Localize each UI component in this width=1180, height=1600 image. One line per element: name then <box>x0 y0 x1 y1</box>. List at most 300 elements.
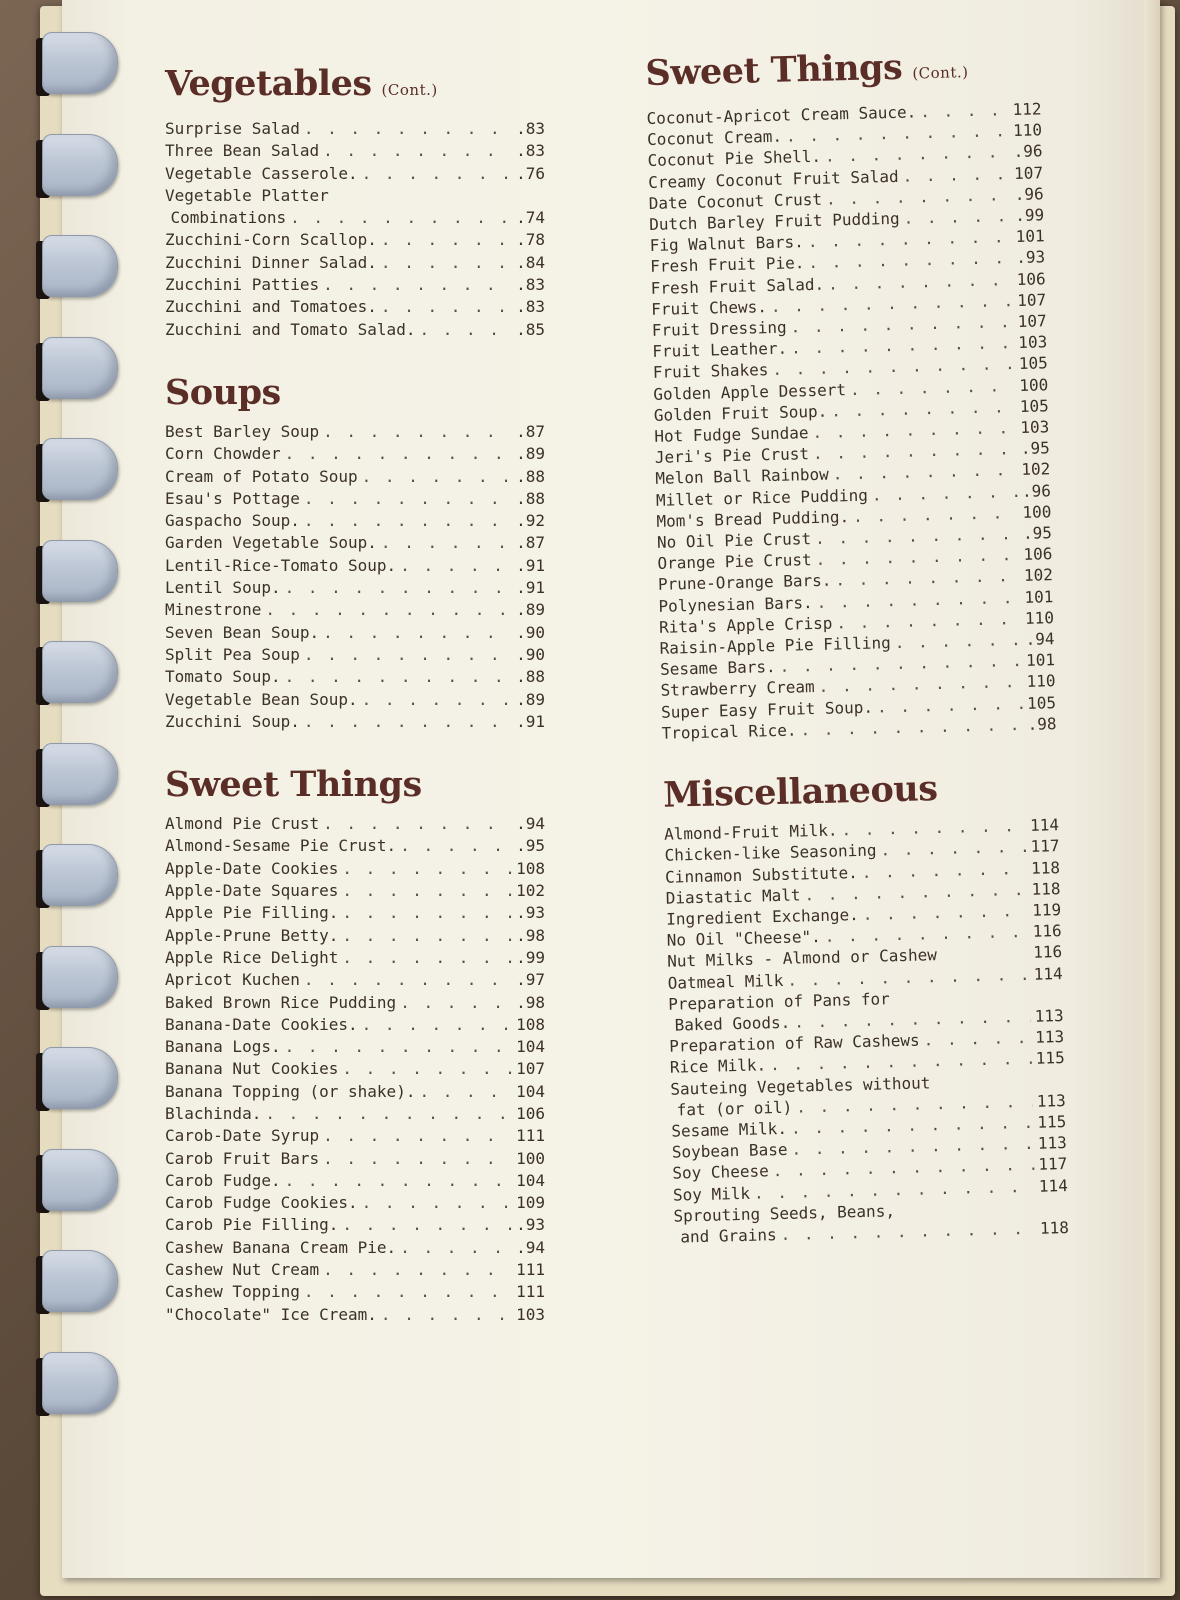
continued-label: (Cont.) <box>381 81 438 99</box>
entry-name: Creamy Coconut Fruit Salad <box>647 166 899 192</box>
entry-page-number: 105 <box>1019 396 1049 416</box>
binding-coil <box>28 538 124 610</box>
entry-name: Vegetable Casserole. <box>165 163 358 183</box>
index-entry <box>165 1058 545 1080</box>
entry-name: Zucchini Patties <box>165 275 320 295</box>
entry-page-number: .97 <box>516 970 545 990</box>
entry-name: Melon Ball Rainbow <box>655 465 830 489</box>
dot-leader <box>342 1214 512 1236</box>
entry-page-number: .99 <box>516 947 545 967</box>
section-title: Sweet Things <box>645 46 903 94</box>
index-entry <box>165 622 545 644</box>
entry-name: Zucchini Soup. <box>165 711 300 731</box>
entry-name: Millet or Rice Pudding <box>655 485 869 510</box>
entry-page-number: .94 <box>516 1237 545 1257</box>
entry-name: Rice Milk. <box>669 1055 767 1078</box>
section-title: Sweet Things <box>165 764 422 806</box>
index-entry <box>165 1281 545 1303</box>
entry-page-number: 110 <box>1024 608 1055 628</box>
entry-name: Almond-Sesame Pie Crust. <box>165 836 397 856</box>
entry-page-number: .85 <box>516 319 545 339</box>
dot-leader <box>342 1058 512 1080</box>
entry-name: Fresh Fruit Salad. <box>650 274 825 298</box>
entry-page-number: 118 <box>1030 857 1061 878</box>
index-entry <box>165 858 545 880</box>
dot-leader <box>265 1103 512 1125</box>
dot-leader <box>400 835 512 857</box>
entry-page-number: .90 <box>516 622 545 642</box>
entry-name: "Chocolate" Ice Cream. <box>165 1304 377 1324</box>
entry-name: Oatmeal Milk <box>667 970 784 993</box>
entry-page-number: 108 <box>516 1014 545 1034</box>
entry-name: Apple Rice Delight <box>165 947 339 967</box>
entry-name: Preparation of Pans for <box>668 989 890 1014</box>
dot-leader <box>304 510 512 532</box>
entry-name: Lentil-Rice-Tomato Soup. <box>165 555 397 575</box>
index-entry <box>165 1237 545 1259</box>
entry-page-number: 114 <box>1033 963 1063 984</box>
index-entry <box>165 1214 545 1236</box>
dot-leader <box>381 1304 512 1326</box>
entry-page-number: .93 <box>1016 247 1046 268</box>
entry-page-number: 101 <box>1025 650 1056 671</box>
entry-page-number: 112 <box>1012 99 1042 120</box>
dot-leader <box>381 532 512 554</box>
entry-name: fat (or oil) <box>676 1097 793 1120</box>
entry-name: Polynesian Bars. <box>658 592 813 616</box>
entry-page-number: 114 <box>1029 815 1060 835</box>
entry-page-number: .87 <box>516 533 545 553</box>
entry-page-number: .95 <box>516 836 545 856</box>
entry-page-number: .99 <box>1014 205 1045 226</box>
dot-leader <box>265 599 512 621</box>
dot-leader <box>304 644 512 666</box>
entry-page-number: .92 <box>516 511 545 531</box>
entry-name: Esau's Pottage <box>165 488 300 508</box>
entry-name: Sprouting Seeds, Beans, <box>673 1200 896 1226</box>
entry-page-number: .93 <box>516 903 545 923</box>
entry-page-number: .83 <box>516 297 545 317</box>
entry-page-number: 113 <box>1037 1133 1068 1153</box>
left-column <box>165 62 545 1356</box>
entry-name: Tomato Soup. <box>165 667 281 687</box>
entry-name: Date Coconut Crust <box>648 189 823 213</box>
index-entry <box>165 140 545 162</box>
entry-name: Apricot Kuchen <box>165 970 300 990</box>
entry-name: Almond Pie Crust <box>165 814 320 834</box>
section-heading <box>663 764 1059 818</box>
index-entry <box>165 555 545 577</box>
entry-name: Coconut Pie Shell. <box>647 147 822 171</box>
entry-page-number: 115 <box>1037 1111 1067 1132</box>
dot-leader <box>381 229 512 251</box>
index-entry <box>165 925 545 947</box>
binding-coil <box>28 132 124 204</box>
entry-name: Vegetable Platter <box>165 185 329 205</box>
entry-name: Soy Cheese <box>672 1161 769 1184</box>
entry-name: Raisin-Apple Pie Filling <box>659 633 891 658</box>
coil-ring <box>42 32 118 94</box>
entry-name: Banana Logs. <box>165 1037 281 1057</box>
entry-page-number: 102 <box>1023 565 1054 586</box>
entry-name: Fruit Shakes <box>652 360 769 383</box>
coil-ring <box>42 1250 118 1312</box>
entry-page-number: 100 <box>516 1148 545 1168</box>
section-heading <box>165 62 545 112</box>
entry-name: Fig Walnut Bars. <box>649 232 805 256</box>
entry-page-number: .91 <box>516 578 545 598</box>
entry-name: No Oil "Cheese". <box>666 927 822 950</box>
entry-name: Apple-Date Squares <box>165 881 339 901</box>
dot-leader <box>285 666 513 688</box>
entry-page-number: .88 <box>516 466 545 486</box>
dot-leader <box>923 1027 1031 1051</box>
entry-page-number: .88 <box>516 667 545 687</box>
dot-leader <box>304 118 512 140</box>
entry-name: Fruit Chews. <box>651 296 768 319</box>
coil-ring <box>42 641 118 703</box>
entry-page-number: .90 <box>516 644 545 664</box>
coil-ring <box>42 438 118 500</box>
entry-page-number: 103 <box>1020 417 1050 437</box>
coil-ring <box>42 743 118 805</box>
dot-leader <box>381 252 512 274</box>
entry-name: Coconut Cream. <box>646 126 783 150</box>
entry-name: Tropical Rice. <box>661 720 797 743</box>
dot-leader <box>903 205 1011 229</box>
entry-page-number: .96 <box>1014 184 1044 204</box>
entry-page-number: 109 <box>516 1193 545 1213</box>
entry-name: Minestrone <box>165 600 262 620</box>
dot-leader <box>342 880 512 902</box>
entry-page-number: 115 <box>1035 1048 1065 1069</box>
entry-page-number: 117 <box>1038 1154 1068 1175</box>
index-entry <box>165 488 545 510</box>
index-entry <box>165 1081 545 1103</box>
entry-page-number: .94 <box>1025 629 1055 649</box>
entry-name: Strawberry Cream <box>660 677 815 701</box>
entry-name: Cashew Banana Cream Pie. <box>165 1237 397 1257</box>
entry-page-number: 118 <box>1031 878 1061 899</box>
index-entry <box>165 1103 545 1125</box>
binding-coil <box>28 1350 124 1422</box>
index-entry <box>165 532 545 554</box>
entry-name: Apple Pie Filling. <box>165 903 339 923</box>
entry-page-number: 105 <box>1018 353 1048 374</box>
binding-coil <box>28 1045 124 1117</box>
index-entry <box>165 577 545 599</box>
binding-coil <box>28 30 124 102</box>
index-entry <box>165 599 545 621</box>
entry-page-number: 104 <box>516 1081 545 1101</box>
entry-name: Ingredient Exchange. <box>665 904 860 929</box>
binding-coil <box>28 1147 124 1219</box>
entry-page-number: 102 <box>516 881 545 901</box>
dot-leader <box>920 99 1009 122</box>
entry-name: Golden Fruit Soup. <box>653 401 828 425</box>
index-entry <box>165 666 545 688</box>
section-title: Vegetables <box>165 63 372 104</box>
index-entry <box>165 207 545 229</box>
binding-coil <box>28 1248 124 1320</box>
binding-coil <box>28 944 124 1016</box>
index-entry <box>165 835 545 857</box>
entry-page-number: .89 <box>516 444 545 464</box>
index-entry <box>165 421 545 443</box>
entry-page-number: 111 <box>516 1282 545 1302</box>
entry-name: Orange Pie Crust <box>657 550 812 574</box>
entry-page-number: .94 <box>516 814 545 834</box>
dot-leader <box>419 1081 512 1103</box>
entry-page-number: 107 <box>1017 311 1047 332</box>
entry-name: Cashew Nut Cream <box>165 1260 320 1280</box>
dot-leader <box>304 969 512 991</box>
entry-name: Gaspacho Soup. <box>165 511 300 531</box>
entry-page-number: .76 <box>516 163 545 183</box>
entry-name: Carob-Date Syrup <box>165 1126 320 1146</box>
coil-ring <box>42 844 118 906</box>
dot-leader <box>323 140 512 162</box>
index-section <box>165 763 545 1326</box>
continued-label: (Cont.) <box>912 63 969 83</box>
entry-page-number: 114 <box>1038 1175 1069 1196</box>
index-entry <box>165 510 545 532</box>
dot-leader <box>285 577 513 599</box>
dot-leader <box>362 466 512 488</box>
entry-name: Coconut-Apricot Cream Sauce. <box>646 102 917 128</box>
entry-page-number: 101 <box>1015 226 1045 247</box>
entry-name: Lentil Soup. <box>165 578 281 598</box>
entry-name: Zucchini-Corn Scallop. <box>165 230 377 250</box>
index-entry <box>165 1192 545 1214</box>
entry-name: Fresh Fruit Pie. <box>650 253 805 277</box>
entry-page-number: 100 <box>1022 502 1052 522</box>
index-entry <box>165 319 545 341</box>
dot-leader <box>400 555 512 577</box>
index-entry <box>165 1148 545 1170</box>
index-entry <box>165 969 545 991</box>
dot-leader <box>800 714 1024 741</box>
entry-name: Preparation of Raw Cashews <box>669 1030 920 1056</box>
coil-ring <box>42 540 118 602</box>
index-entry <box>165 992 545 1014</box>
entry-page-number: .93 <box>516 1215 545 1235</box>
binding-coil <box>28 335 124 407</box>
page-edge <box>1144 0 1160 1578</box>
index-entry <box>165 252 545 274</box>
entry-name: Fruit Dressing <box>651 317 787 340</box>
entry-page-number: 106 <box>1023 544 1053 565</box>
entry-page-number: .98 <box>516 925 545 945</box>
index-entry <box>165 296 545 318</box>
entry-page-number: 107 <box>1013 162 1044 183</box>
entry-page-number: .78 <box>516 230 545 250</box>
dot-leader <box>362 1014 512 1036</box>
entry-page-number: 102 <box>1021 459 1051 480</box>
entry-page-number: .83 <box>516 119 545 138</box>
entry-page-number: 106 <box>516 1103 545 1123</box>
entry-name: Soy Milk <box>672 1183 751 1205</box>
dot-leader <box>902 163 1010 187</box>
index-section <box>645 42 1057 744</box>
dot-leader <box>304 711 512 733</box>
entry-name: Combinations <box>170 208 287 228</box>
index-section <box>663 764 1069 1248</box>
index-entry <box>165 274 545 296</box>
dot-leader <box>323 1148 512 1170</box>
entry-page-number: 116 <box>1032 942 1063 963</box>
index-section <box>165 62 545 341</box>
entry-page-number: 113 <box>1035 1027 1065 1047</box>
index-entry <box>165 118 545 140</box>
entry-page-number: 117 <box>1030 836 1060 857</box>
dot-leader <box>285 1036 513 1058</box>
entry-name: Banana Nut Cookies <box>165 1059 339 1079</box>
section-heading <box>165 371 545 415</box>
coil-ring <box>42 235 118 297</box>
dot-leader <box>362 1192 512 1214</box>
entry-name: Mom's Bread Pudding. <box>656 507 850 531</box>
entry-name: and Grains <box>680 1225 777 1247</box>
index-entry <box>165 689 545 711</box>
dot-leader <box>304 1281 512 1303</box>
entry-page-number: 108 <box>516 858 545 878</box>
index-entry <box>165 229 545 251</box>
binding-coil <box>28 639 124 711</box>
entry-name: Almond-Fruit Milk. <box>663 820 838 844</box>
entry-page-number: .98 <box>1027 714 1057 734</box>
section-title: Soups <box>165 371 281 413</box>
entry-name: Super Easy Fruit Soup. <box>660 697 874 722</box>
entry-name: Banana-Date Cookies. <box>165 1014 358 1034</box>
entry-name: Carob Pie Filling. <box>165 1215 339 1235</box>
index-entry <box>165 163 545 185</box>
section-heading <box>165 763 545 807</box>
entry-page-number: .87 <box>516 421 545 441</box>
entry-name: Nut Milks - Almond or Cashew <box>666 945 938 972</box>
entry-page-number: 106 <box>1016 268 1046 289</box>
entry-name: Golden Apple Dessert <box>653 379 847 404</box>
dot-leader <box>342 925 512 947</box>
index-entry <box>165 947 545 969</box>
binding-coil <box>28 741 124 813</box>
coil-ring <box>42 946 118 1008</box>
entry-name: Banana Topping (or shake). <box>165 1081 416 1101</box>
entry-page-number: 107 <box>1017 290 1047 310</box>
binding-coil <box>28 233 124 305</box>
entry-name: Apple-Date Cookies <box>165 858 339 878</box>
entry-name: Sesame Milk. <box>671 1118 788 1141</box>
dot-leader <box>323 813 512 835</box>
index-entry <box>165 1259 545 1281</box>
entry-name: Zucchini Dinner Salad. <box>165 252 377 272</box>
entry-name: Sauteing Vegetables without <box>670 1072 931 1099</box>
coil-ring <box>42 1352 118 1414</box>
entry-name: Zucchini and Tomato Salad. <box>165 319 416 339</box>
entry-name: Best Barley Soup <box>165 421 320 441</box>
entry-name: Dutch Barley Fruit Pudding <box>648 208 900 234</box>
entry-name: Fruit Leather. <box>652 338 788 362</box>
entry-name: Prune-Orange Bars. <box>657 571 832 595</box>
entry-name: Surprise Salad <box>165 119 300 138</box>
entry-page-number: 100 <box>1019 374 1049 395</box>
dot-leader <box>290 207 512 229</box>
entry-page-number: 113 <box>1034 1005 1064 1026</box>
entry-name: Sesame Bars. <box>659 657 776 680</box>
entry-name: Three Bean Salad <box>165 141 320 161</box>
index-entry <box>165 644 545 666</box>
dot-leader <box>419 319 512 341</box>
index-entry <box>165 443 545 465</box>
index-entry <box>165 711 545 733</box>
entry-name: Blachinda. <box>165 1103 262 1123</box>
entry-name: Rita's Apple Crisp <box>658 613 833 637</box>
entry-page-number: .98 <box>516 992 545 1012</box>
entry-page-number: .84 <box>516 252 545 272</box>
index-entry <box>165 813 545 835</box>
entry-page-number: 111 <box>516 1260 545 1280</box>
index-section <box>165 371 545 733</box>
index-entry <box>165 1014 545 1036</box>
entry-name: Diastatic Malt <box>665 885 801 908</box>
entry-name: Corn Chowder <box>165 444 281 464</box>
entry-name: Apple-Prune Betty. <box>165 925 339 945</box>
entry-page-number: 116 <box>1032 921 1062 941</box>
dot-leader <box>285 443 513 465</box>
dot-leader <box>362 163 512 185</box>
entry-page-number: 104 <box>516 1170 545 1190</box>
entry-page-number: .96 <box>1021 480 1052 501</box>
dot-leader <box>342 902 512 924</box>
index-entry <box>165 1170 545 1192</box>
entry-page-number: .96 <box>1013 141 1043 162</box>
entry-page-number: 110 <box>1026 671 1056 692</box>
entry-page-number: .89 <box>516 689 545 709</box>
entry-name: Zucchini and Tomatoes. <box>165 297 377 317</box>
dot-leader <box>342 947 512 969</box>
dot-leader <box>400 992 512 1014</box>
index-entry <box>165 185 545 207</box>
entry-page-number: 119 <box>1031 899 1062 920</box>
binding-coil <box>28 436 124 508</box>
dot-leader <box>304 488 512 510</box>
dot-leader <box>323 1125 512 1147</box>
entry-name: Baked Brown Rice Pudding <box>165 992 397 1012</box>
entry-name: Seven Bean Soup. <box>165 622 320 642</box>
entry-name: Vegetable Bean Soup. <box>165 689 358 709</box>
index-entry <box>165 880 545 902</box>
index-entry <box>165 902 545 924</box>
dot-leader <box>362 689 512 711</box>
entry-page-number: .91 <box>516 711 545 731</box>
spiral-binding <box>0 0 140 1600</box>
dot-leader <box>400 1237 512 1259</box>
dot-leader <box>323 421 512 443</box>
entry-page-number: .83 <box>516 141 545 161</box>
entry-name: Cream of Potato Soup <box>165 466 358 486</box>
index-entry <box>165 1125 545 1147</box>
entry-page-number: 104 <box>516 1037 545 1057</box>
entry-page-number: .88 <box>516 488 545 508</box>
section-title: Miscellaneous <box>662 768 938 816</box>
entry-page-number: 118 <box>1039 1217 1070 1238</box>
entry-page-number: 113 <box>1036 1090 1066 1111</box>
entry-name: Garden Vegetable Soup. <box>165 533 377 553</box>
coil-ring <box>42 1149 118 1211</box>
entry-name: Baked Goods. <box>674 1012 791 1035</box>
entry-name: Carob Fudge. <box>165 1170 281 1190</box>
coil-ring <box>42 337 118 399</box>
